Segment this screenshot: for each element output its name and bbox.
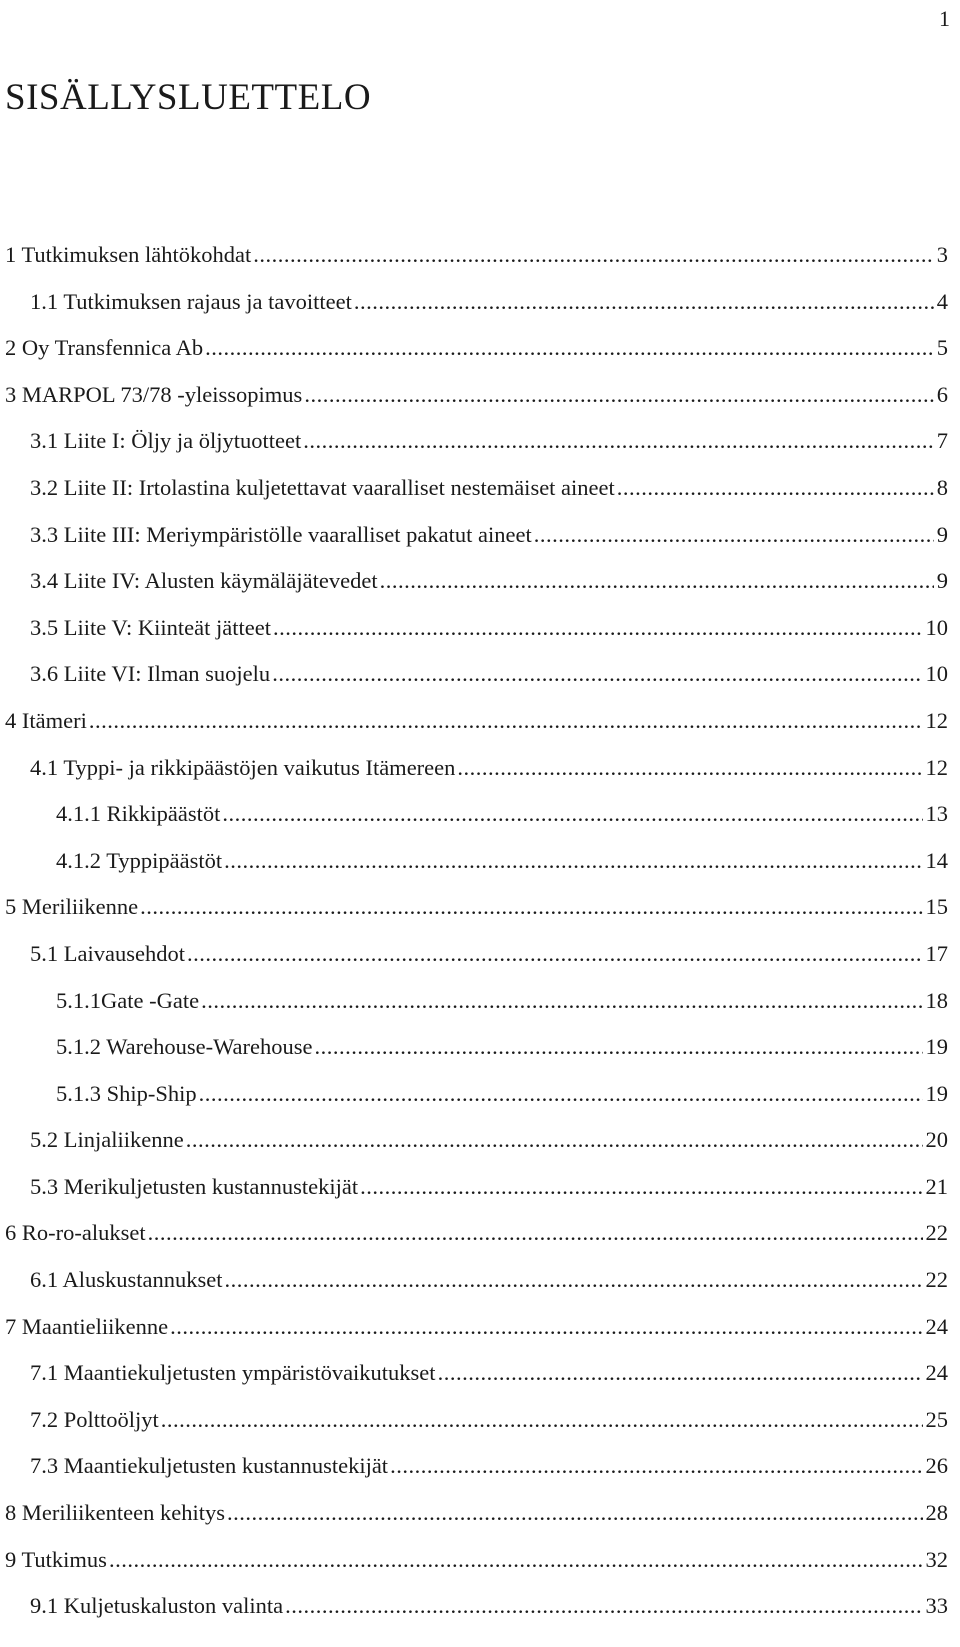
toc-entry-page: 22 [925, 1267, 948, 1293]
dot-leader [390, 1443, 922, 1490]
toc-entry-label: 5.3 Merikuljetusten kustannustekijät [30, 1173, 359, 1199]
toc-entry-page: 22 [925, 1220, 948, 1246]
toc-entry-label: 3.6 Liite VI: Ilman suojelu [30, 661, 271, 687]
toc-entry[interactable] [0, 1397, 948, 1444]
toc-entry-page: 7 [936, 428, 948, 454]
dot-leader [534, 512, 934, 559]
dot-leader [225, 1257, 923, 1304]
dot-leader [186, 1117, 923, 1164]
toc-entry-label: 5.1 Laivausehdot [30, 940, 185, 966]
dot-leader [354, 279, 934, 326]
toc-entry-label: 9.1 Kuljetuskaluston valinta [30, 1593, 284, 1619]
toc-entry[interactable] [0, 1024, 948, 1071]
toc-entry-page: 6 [936, 381, 948, 407]
toc-entry[interactable] [0, 558, 948, 605]
dot-leader [227, 1490, 923, 1537]
toc-entry[interactable] [0, 651, 948, 698]
toc-entry[interactable] [0, 1443, 948, 1490]
dot-leader [109, 1537, 923, 1584]
toc-entry-label: 9 Tutkimus [5, 1546, 107, 1572]
toc-entry-page: 15 [925, 894, 948, 920]
toc-entry-page: 33 [925, 1593, 948, 1619]
toc-entry[interactable] [0, 1164, 948, 1211]
toc-entry-label: 3.4 Liite IV: Alusten käymäläjätevedet [30, 568, 378, 594]
toc-entry-page: 21 [925, 1173, 948, 1199]
toc-entry-page: 10 [925, 661, 948, 687]
dot-leader [303, 418, 934, 465]
toc-entry-page: 4 [936, 288, 948, 314]
page-title: SISÄLLYSLUETTELO [5, 77, 372, 118]
toc-entry-label: 1 Tutkimuksen lähtökohdat [5, 242, 252, 267]
toc-entry[interactable] [0, 1117, 948, 1164]
toc-entry[interactable] [0, 1350, 948, 1397]
toc-entry-label: 6.1 Aluskustannukset [30, 1267, 223, 1293]
toc-entry-page: 12 [925, 707, 948, 733]
dot-leader [201, 978, 922, 1025]
dot-leader [224, 838, 922, 885]
toc-entry-label: 7.3 Maantiekuljetusten kustannustekijät [30, 1453, 389, 1479]
dot-leader [161, 1397, 923, 1444]
dot-leader [199, 1071, 923, 1118]
dot-leader [285, 1583, 922, 1630]
dot-leader [205, 325, 934, 372]
toc-entry-page: 19 [925, 1034, 948, 1060]
toc-entry-page: 26 [925, 1453, 948, 1479]
toc-entry-page: 3 [936, 242, 948, 267]
toc-entry-label: 5.2 Linjaliikenne [30, 1127, 184, 1153]
toc-entry-page: 12 [925, 754, 948, 780]
toc-entry-page: 18 [925, 987, 948, 1013]
dot-leader [617, 465, 934, 512]
dot-leader [272, 651, 922, 698]
toc-entry-label: 7.2 Polttoöljyt [30, 1406, 159, 1432]
toc-entry-page: 32 [925, 1546, 948, 1572]
toc-entry-page: 28 [925, 1500, 948, 1526]
dot-leader [304, 372, 933, 419]
toc-entry[interactable] [0, 1210, 948, 1257]
dot-leader [438, 1350, 923, 1397]
toc-entry-label: 5.1.1Gate -Gate [56, 987, 200, 1013]
dot-leader [315, 1024, 923, 1071]
toc-entry[interactable] [0, 418, 948, 465]
dot-leader [253, 232, 933, 279]
toc-entry-page: 8 [936, 474, 948, 500]
toc-entry-label: 3.5 Liite V: Kiinteät jätteet [30, 614, 271, 640]
toc-entry[interactable] [0, 1071, 948, 1118]
toc-entry[interactable] [0, 465, 948, 512]
toc-entry[interactable] [0, 605, 948, 652]
page-number: 1 [939, 6, 950, 31]
toc-entry-label: 8 Meriliikenteen kehitys [5, 1500, 225, 1526]
toc-entry[interactable] [0, 372, 948, 419]
toc-entry-page: 25 [925, 1406, 948, 1432]
toc-entry-page: 13 [925, 801, 948, 827]
dot-leader [457, 745, 922, 792]
toc-entry[interactable] [0, 838, 948, 885]
toc-entry-page: 5 [936, 335, 948, 361]
toc-entry-label: 5 Meriliikenne [5, 894, 139, 920]
toc-entry-page: 10 [925, 614, 948, 640]
dot-leader [170, 1304, 922, 1351]
toc-entry-page: 17 [925, 940, 948, 966]
toc-entry-label: 7 Maantieliikenne [5, 1313, 169, 1339]
toc-entry-label: 2 Oy Transfennica Ab [5, 335, 204, 361]
dot-leader [380, 558, 934, 605]
toc-entry-label: 5.1.3 Ship-Ship [56, 1080, 197, 1106]
toc-entry[interactable] [0, 1304, 948, 1351]
toc-entry[interactable] [0, 325, 948, 372]
toc-entry[interactable] [0, 978, 948, 1025]
toc-entry-page: 20 [925, 1127, 948, 1153]
toc-entry-label: 4.1 Typpi- ja rikkipäästöjen vaikutus Itämereen [30, 754, 456, 780]
table-of-contents [0, 232, 948, 1630]
toc-entry-label: 4.1.1 Rikkipäästöt [56, 801, 221, 827]
toc-entry-page: 9 [936, 568, 948, 594]
toc-entry-label: 3 MARPOL 73/78 -yleissopimus [5, 381, 303, 407]
toc-entry-label: 3.2 Liite II: Irtolastina kuljetettavat vaaralliset nestemäiset aineet [30, 474, 615, 500]
toc-entry-label: 3.3 Liite III: Meriympäristölle vaaralliset pakatut aineet [30, 521, 532, 547]
dot-leader [273, 605, 923, 652]
toc-entry-label: 7.1 Maantiekuljetusten ympäristövaikutukset [30, 1360, 436, 1386]
toc-entry-page: 9 [936, 521, 948, 547]
toc-entry[interactable] [0, 1583, 948, 1630]
toc-entry[interactable] [0, 884, 948, 931]
toc-entry[interactable] [0, 791, 948, 838]
toc-entry[interactable] [0, 279, 948, 326]
dot-leader [360, 1164, 922, 1211]
toc-entry[interactable] [0, 931, 948, 978]
toc-entry[interactable] [0, 1537, 948, 1584]
toc-entry-label: 4 Itämeri [5, 707, 87, 733]
toc-entry[interactable] [0, 745, 948, 792]
toc-entry-label: 3.1 Liite I: Öljy ja öljytuotteet [30, 428, 302, 454]
toc-entry-label: 5.1.2 Warehouse-Warehouse [56, 1034, 313, 1060]
dot-leader [222, 791, 922, 838]
toc-entry[interactable] [0, 698, 948, 745]
toc-entry[interactable] [0, 1257, 948, 1304]
dot-leader [148, 1210, 923, 1257]
toc-entry-label: 6 Ro-ro-alukset [5, 1220, 146, 1246]
toc-entry-label: 1.1 Tutkimuksen rajaus ja tavoitteet [30, 288, 352, 314]
toc-entry[interactable] [0, 232, 948, 279]
toc-entry-page: 24 [925, 1313, 948, 1339]
toc-entry-label: 4.1.2 Typpipäästöt [56, 847, 223, 873]
dot-leader [140, 884, 922, 931]
toc-entry[interactable] [0, 512, 948, 559]
toc-entry[interactable] [0, 1490, 948, 1537]
toc-entry-page: 19 [925, 1080, 948, 1106]
toc-entry-page: 14 [925, 847, 948, 873]
dot-leader [187, 931, 923, 978]
toc-entry-page: 24 [925, 1360, 948, 1386]
dot-leader [89, 698, 923, 745]
